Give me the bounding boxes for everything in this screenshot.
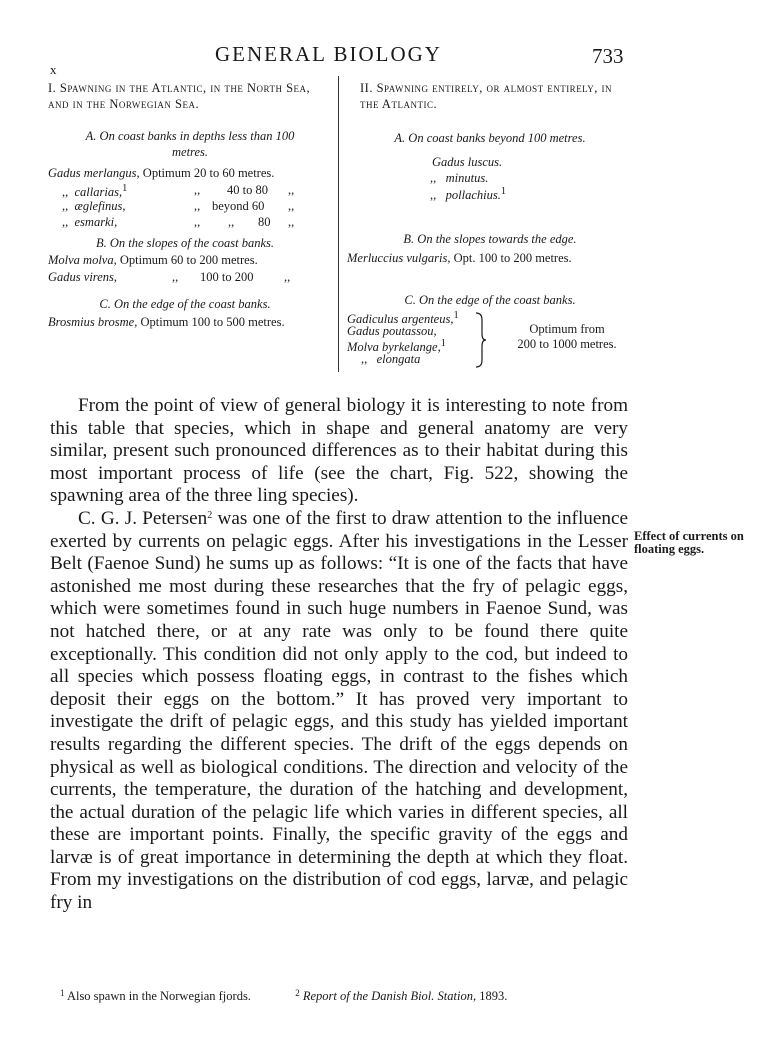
left-section-a-label: A. On coast banks in depths less than 100 metres.: [85, 129, 295, 159]
species-row: Molva byrkelange,$^1$: [347, 338, 446, 355]
ditto-mark: ,,: [194, 215, 201, 229]
ditto-mark: ,,: [194, 183, 201, 197]
right-section-a-label: A. On coast banks beyond 100 metres.: [394, 131, 586, 145]
ditto-mark: ,,: [172, 270, 179, 284]
main-text: [50, 395, 628, 915]
brace-symbol: [474, 312, 486, 368]
margin-note: Effect of currents on floating eggs.: [634, 529, 744, 556]
ditto-mark: ,,: [288, 199, 295, 213]
species-row: Gadus virens,: [48, 270, 117, 284]
signature-mark: x: [50, 62, 57, 77]
species-row: Brosmius brosme, Optimum 100 to 500 metres.: [48, 315, 285, 329]
running-title: GENERAL BIOLOGY: [215, 42, 442, 66]
depth-value: 40 to 80: [227, 183, 268, 197]
brace-note: Optimum from 200 to 1000 metres.: [517, 322, 617, 351]
species-row: Gadus merlangus, Optimum 20 to 60 metres.: [48, 166, 275, 180]
ditto-mark: ,,: [228, 215, 235, 229]
species-row: Gadus luscus.: [432, 155, 503, 169]
left-section-b-label: B. On the slopes of the coast banks.: [95, 236, 275, 250]
paragraph: From the point of view of general biology it is interesting to note from this table that species, which in shape and general anatomy are very similar, present such pronounced differences as to their habitat during this most important process of life (see the chart, Fig. 522, showing the spawning area of the three ling species).: [50, 395, 628, 507]
species-row: ,, callarias,$^1$: [62, 183, 128, 200]
footnotes: [60, 988, 640, 1004]
table-left-heading: I. Spawning in the Atlantic, in the North Sea, and in the Norwegian Sea.: [48, 81, 311, 111]
ditto-mark: ,,: [288, 183, 295, 197]
species-row: Merluccius vulgaris, Opt. 100 to 200 metres.: [347, 251, 572, 265]
species-row: ,, pollachius.$^1$: [430, 186, 507, 203]
right-section-b-label: B. On the slopes towards the edge.: [403, 232, 577, 246]
species-row: ,, æglefinus,: [62, 199, 126, 213]
table-right-heading: II. Spawning entirely, or almost entirely, in the Atlantic.: [360, 81, 613, 111]
ditto-mark: ,,: [288, 215, 295, 229]
right-section-c-label: C. On the edge of the coast banks.: [404, 293, 576, 307]
footnote-1: $^1$ Also spawn in the Norwegian fjords.: [60, 988, 251, 1003]
species-row: Gadus poutassou,: [347, 324, 437, 338]
paragraph: C. G. J. Petersen$^2$ was one of the first to draw attention to the influence exerted by currents on pelagic eggs. After his investigations in the Lesser Belt (Faenoe Sund) he sums up as follows: “It is one of the facts that have astonished me most during these researches that the fry of pelagic eggs, which were sometimes found in such huge numbers in Faenoe Sund, was not hatched there, or at any rate was only to be found there quite exceptionally. This condition did not only apply to the cod, but indeed to all species which possess floating eggs, in contrast to the fishes which deposit their eggs on the bottom.” It has proved very important to investigate the drift of pelagic eggs, and this study has yielded important results regarding the different species. The drift of the eggs depends on physical as well as biological conditions. The direction and velocity of the currents, the temperature, the duration of the hatching and development, the actual duration of the pelagic life which varies in different species, all these are important points. Finally, the specific gravity of the eggs and larvæ is of great importance in determining the depth at which they float. From my investigations on the distribution of cod eggs, larvæ, and pelagic fry in: [50, 507, 629, 914]
species-row: Gadiculus argenteus,$^1$: [347, 310, 459, 327]
table-divider: [338, 76, 339, 372]
depth-value: beyond 60: [212, 199, 265, 213]
ditto-mark: ,,: [284, 270, 291, 284]
left-section-c-label: C. On the edge of the coast banks.: [99, 297, 271, 311]
species-row: ,, minutus.: [430, 171, 489, 185]
depth-value: 80: [258, 215, 271, 229]
page-number: 733: [592, 44, 624, 68]
species-row: ,, elongata: [361, 352, 421, 366]
depth-value: 100 to 200: [200, 270, 254, 284]
species-row: ,, esmarki,: [62, 215, 118, 229]
footnote-2: $^2$ Report of the Danish Biol. Station, 1893.: [295, 988, 508, 1003]
ditto-mark: ,,: [194, 199, 201, 213]
species-row: Molva molva, Optimum 60 to 200 metres.: [48, 253, 258, 267]
